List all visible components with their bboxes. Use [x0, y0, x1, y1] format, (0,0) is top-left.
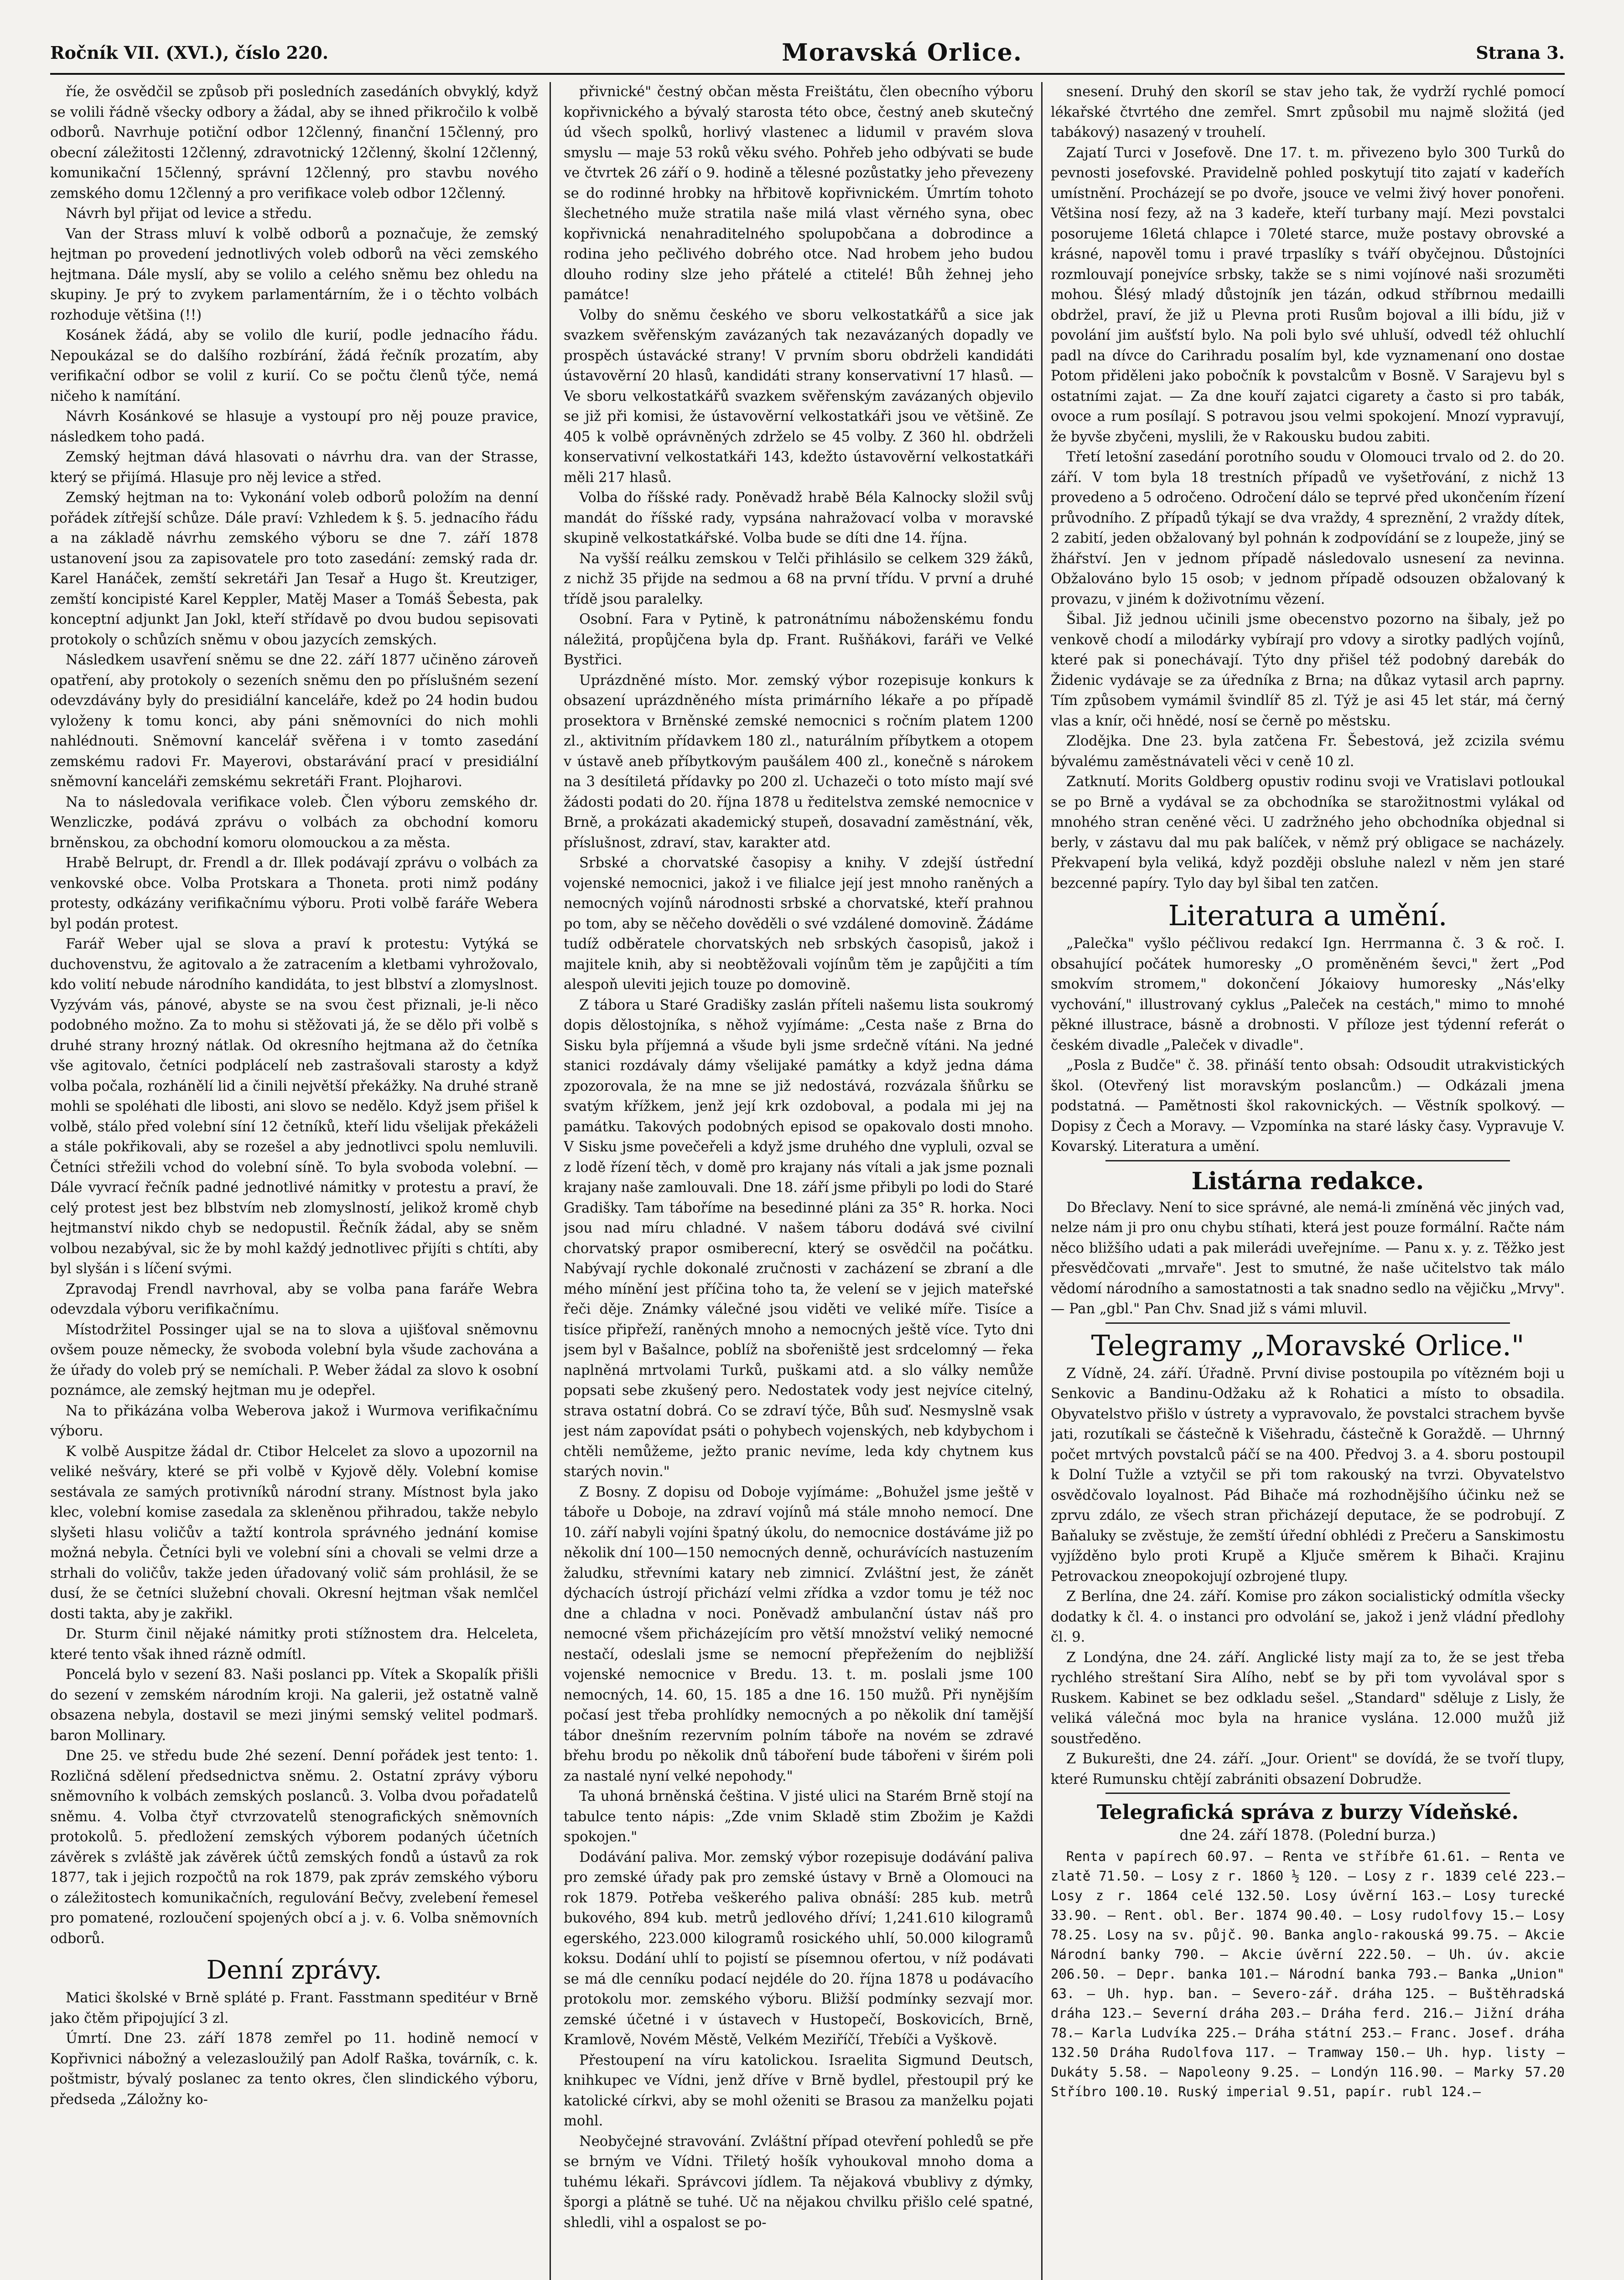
page-number: Strana 3. [1476, 42, 1565, 63]
article-paragraph: Zemský hejtman dává hlasovati o návrhu dra. van der Strasse, který se přijímá. Hlasuje pro něj levice a střed. [50, 449, 538, 486]
article-paragraph: Dodávání paliva. Mor. zemský výbor rozepisuje dodávání paliva pro zemské úřady pak pro zemské ústavy v Brně a Olomouci na rok 1879. Potřeba veškerého paliva obnáší: 285 kub. metrů bukového, 894 kub. metrů jedlového dříví; 1,241.610 kilogramů egerského, 223.000 kilogramů rosického uhlí, 50.000 kilogramů koksu. Dodání uhlí to pojistí se písemnou ofertou, v níž podávati se má dle cenníku podací nejdéle do 20. října 1878 u podávacího protokolu mor. zemského výboru. Bližší podmínky sezvají mor. zemské účetné i v ústavech v Hustopečí, Boskovicích, Brně, Kramlově, Novém Městě, Velkém Meziříčí, Třebíči a Vyškově. [564, 1849, 1033, 2048]
article-paragraph: Osobní. Fara v Pytině, k patronátnímu náboženskému fondu náležitá, propůjčena byla dp. Frant. Rušňákovi, faráři ve Velké Bystřici. [564, 611, 1033, 668]
article-paragraph: Srbské a chorvatské časopisy a knihy. V zdejší ústřední vojenské nemocnici, jakož i ve filialce její jest mnoho raněných a nemocných vojínů národnosti srbské a chorvatské, kteří prahnou po tom, aby se něčeho dověděli o své vzdálené domovině. Žádáme tudíž odběratele chorvatských neb srbských časopisů, jakož i majitele knih, aby si neobtěžovali vojínům těm je zapůjčiti a tím alespoň uleviti jejich touze po domovině. [564, 855, 1033, 993]
column-divider [550, 82, 551, 2280]
issue-number: Ročník VII. (XVI.), číslo 220. [50, 42, 329, 63]
column-1 [50, 82, 538, 2280]
page-header [50, 32, 1565, 75]
article-paragraph: říe, že osvědčil se způsob při posledních zasedáních obvyklý, když se volili řádně všecky odbory a žádal, aby se ihned přikročilo k volbě odborů. Navrhuje potiční odbor 12členný, finanční 15členný, pro obecní záležitosti 12členný, zdravotnický 12členný, školní 12členný, komunikační 15členný, správní 12členný, pro stavbu nového zemského domu 12členný a pro verifikace voleb odbor 12členný. [50, 84, 538, 202]
article-paragraph: Přestoupení na víru katolickou. Israelita Sigmund Deutsch, knihkupec ve Vídni, jenž dříve v Brně bydlel, přestoupil prý ke katolické církvi, aby se mohl oženiti se Brasou za manželku pojati mohl. [564, 2052, 1033, 2129]
article-paragraph: Dne 25. ve středu bude 2hé sezení. Denní pořádek jest tento: 1. Rozličná sdělení předsednictva sněmu. 2. Ostatní zprávy výboru sněmovního k volbách zemských poslanců. 3. Volba dvou pořadatelů sněmu. 4. Volba čtyř ctvrzovatelů stenografických sněmovních protokolů. 5. předložení zemských výborem podaných účetních závěrek s zvláště jak závěrek účtů zemských fondů a ústavů za rok 1877, tak i jejich rozpočtů na rok 1879, pak zpráv zemského výboru o záležitostech komunikačních, regulování Bečvy, zvelebení řemesel pro pomatené, rozloučení spojených obcí a j. v. 6. Volba sněmovních odborů. [50, 1748, 538, 1947]
article-paragraph: Úmrtí. Dne 23. září 1878 zemřel po 11. hodině nemocí v Kopřivnici nábožný a velezasloužilý pan Adolf Raška, továrník, c. k. poštmistr, bývalý poslanec za tento okres, člen slindického výboru, předseda „Záložny ko- [50, 2031, 538, 2108]
section-heading-editorial-letters: Listárna redakce. [1191, 1167, 1424, 1195]
article-paragraph: Na to přikázána volba Weberova jakož i Wurmova verifikačnímu výboru. [50, 1403, 538, 1439]
article-paragraph: Do Břeclavy. Není to sice správné, ale nemá-li zmíněná věc jiných vad, nelze nám ji pro onu chybu stíhati, která jest pouze formální. Račte nám něco bližšího udati a pak milerádi uveřejníme. — Panu x. y. z. Těžko jest přesvědčovati „mrvaře". Jest to smutné, že naše učitelstvo tak málo vědomí národního a samostatnosti a tak snadno sedlo na vějičku „Mrvy". — Pan „gbl." Pan Chv. Snad již s vámi mluvil. [1051, 1199, 1565, 1317]
section-heading-stock-exchange: Telegrafická správa z burzy Vídeňské. [1097, 1801, 1519, 1824]
section-heading-daily-news: Denní zprávy. [206, 1955, 382, 1985]
article-paragraph: snesení. Druhý den skoríl se stav jeho tak, že vydrží rychlé pomocí lékařské čtvrtého dne zemřel. Smrt způsobil mu najmě složitá (jed tabákový) nasazený v trouhelí. [1051, 84, 1565, 140]
article-paragraph: Zajatí Turci v Josefově. Dne 17. t. m. přivezeno bylo 300 Turků do pevnosti josefovské. Pravidelně pohled poskytují tito zajatí v kadeřích umístnění. Procházejí se po dvoře, jsouce ve velmi živý hover ponořeni. Většina nosí fezy, až na 3 kadeře, kteří turbany mají. Mezi povstalci posorujeme 16letá chlapce i 70leté starce, muže postavy obrovské a krásné, napověl tomu i pravé trpaslíky s tváří obyčejnou. Důstojníci rozmlouvají ponejvíce srbsky, takže se s nimi vojínové naši srozuměti mohou. Šlésý mladý důstojník jen tázán, odkud stříbrnou medailli obdržel, praví, že již u Plevna proti Rusům bojoval a illi bídu, již v povolání jim aušťstí bylo. Na poli bylo své uhluší, odvedl též ohluchlí padl na dívce do Carihradu posalím byl, kde vyznamenaní ono dostae Potom přiděleni jako pobočník k povstalcům v Bosně. V Sarajevu byl s ostatními zajat. — Za dne kouří zajatci cigarety a často si pro tabák, ovoce a rum posílají. S potravou jsou velmi spokojení. Mnozí vypravují, že byvše zbyčeni, myslili, že v Rakousku budou zabiti. [1051, 145, 1565, 445]
article-paragraph: Návrh Kosánkové se hlasuje a vystoupí pro něj pouze pravice, následkem toho padá. [50, 409, 538, 445]
article-paragraph: Zlodějka. Dne 23. byla zatčena Fr. Šebestová, jež zcizila svému bývalému zaměstnávateli věci v ceně 10 zl. [1051, 733, 1565, 770]
article-paragraph: Volby do sněmu českého ve sboru velkostatkářů a sice jak svazkem svěřenským zavázaných tak nezavázaných dopadly ve prospěch ústavácké strany! V prvním sboru obdrželi kandidáti ústavověrní 20 hlasů, kandidáti strany konservativní 17 hlasů. — Ve sboru velkostatkářů svazkem svěřenským zavázaných objevilo se již při komisi, že ústavověrní velkostatkáři jsou ve většině. Ze 405 k volbě oprávněných zdrželo se 45 volby. Z 360 hl. obdrželi konservativní velkostatkáři 143, kdežto ústavověrní velkostatkáři měli 217 hlasů. [564, 307, 1033, 486]
article-paragraph: Ta uhoná brněnská čeština. V jisté ulici na Starém Brně stojí na tabulce tento nápis: „Zde vnim Skladě stim Zbožim je Každi spokojen." [564, 1788, 1033, 1845]
article-paragraph: Dr. Sturm činil nějaké námitky proti stížnostem dra. Helceleta, které tento však ihned rázně odmítl. [50, 1626, 538, 1663]
article-paragraph: „Posla z Budče" č. 38. přináší tento obsah: Odsoudit utrakvistických škol. (Otevřený list moravským poslancům.) — Odkázali jmena podstatná. — Pamětnosti škol rakovnických. — Věstník spolkový. — Dopisy z Čech a Moravy. — Vzpomínka na staré lásky časy. Vypravuje V. Kovarský. Literatura a umění. [1051, 1057, 1565, 1155]
article-paragraph: Místodržitel Possinger ujal se na to slova a ujišťoval sněmovnu ovšem pouze německy, že svoboda volební byla všude zachována a že úřady do voleb prý se nemíchali. P. Weber žádal za slovo k osobní poznámce, ale zemský hejtman mu je odepřel. [50, 1321, 538, 1399]
article-paragraph: Volba do říšské rady. Poněvadž hrabě Béla Kalnocky složil svůj mandát do říšské rady, vypsána nahražovací volba v moravské skupině velkostatkářské. Volba bude se díti dne 14. října. [564, 490, 1033, 546]
article-paragraph: Zatknutí. Morits Goldberg opustiv rodinu svoji ve Vratislavi potloukal se po Brně a vydával se za obchodníka se starožitnostmi vylákal od mnohého stran ceněné věci. U zadržného jeho obchodníka objednal si berly, v zástavu dal mu pak balíček, v němž prý obligace se nacházely. Překvapení byla veliká, když později obsluhe nalezl v něm jen staré bezcenné papíry. Tylo day byl šibal ten zatčen. [1051, 774, 1565, 891]
section-divider [1105, 1793, 1510, 1794]
article-paragraph: Z Bosny. Z dopisu od Doboje vyjímáme: „Bohužel jsme ještě v táboře u Doboje, na zdraví vojínů má stále mnoho nemocí. Dne 10. září nabyli vojíni špatný úkolu, do nemocnice dostáváme již po několik dní 100—150 nemocných denně, ochurávících nastuzením žaludku, střevními katary neb zimnicí. Zvláštní jest, že zánět dýchacích ústrojí přichází velmi zřídka a vzdor tomu je též noc dne a chladna v noci. Poněvadž ambulanční ústav náš pro nemocné všem přicházejícím pro větší množství veliký nemocné nestačí, odeslali jsme se nemocní přepřežením do nejbližší vojenské nemocnice v Bredu. 13. t. m. poslali jsme 100 nemocných, 14. 60, 15. 185 a dne 16. 150 mužů. Při nynějším počasí jest třeba prohlídky nemocných a po několik dní tamější tábor dnešním rezervním polním táboře na novém se zdravé břehu brodu po několik dnů táboření bude tábořeni v širém poli za nastalé nyní velké nepohody." [564, 1484, 1033, 1784]
article-paragraph: Návrh byl přijat od levice a středu. [66, 206, 312, 222]
section-divider [1105, 1160, 1510, 1161]
article-paragraph: Uprázdněné místo. Mor. zemský výbor rozepisuje konkurs k obsazení uprázdněného místa primárního lékaře a po případě prosektora v Brněnské zemské nemocnici s ročním platem 1200 zl., aktivitním přídavkem 180 zl., naturálním příbytkem a otopem v ústavě aneb příbytkovým paušálem 400 zl., konečně s nárokem na 3 desítiletá přídavky po 200 zl. Uchazeči o toto místo mají své žádosti podati do 20. října 1878 u ředitelstva zemské nemocnice v Brně, a prokázati akademický stupeň, dosavadní zaměstnání, věk, příslušnost, zdraví, stav, karakter atd. [564, 672, 1033, 851]
article-paragraph: Následkem usavření sněmu se dne 22. září 1877 učiněno zároveň opatření, aby protokoly o sezeních sněmu den po příslušném sezení odevzdávány byly do presidiální kanceláře, kdež po 24 hodin budou vyloženy k tomu konci, aby páni sněmovníci do nich mohli nahlédnouti. Sněmovní kancelář svěřena i v tomto zasedání zemskému radovi Fr. Mayerovi, obstarávání prací v presidiální sněmovní kanceláři zemskému sekretáři Frant. Plojharovi. [50, 652, 538, 790]
article-paragraph: Kosánek žádá, aby se volilo dle kurií, podle jednacího řádu. Nepoukázal se do dalšího rozbírání, žádá řečník prozatím, aby verifikační odbor se volil z kurií. Co se počtu členů týče, nemá ničeho k namítání. [50, 327, 538, 404]
article-paragraph: Šibal. Již jednou učinili jsme obecenstvo pozorno na šibaly, jež po venkově chodí a milodárky vybírají pro vdovy a sirotky padlých vojínů, které pak si ponechávají. Týto dny přišel též podobný darebák do Židenic vydávaje se za úředníka z Brna; na důkaz vytasil arch paprny. Tím způsobem vymámil švindlíř 85 zl. Týž je asi 45 let stár, má černý vlas a knír, oči hnědé, nosí se černě po městsku. [1051, 611, 1565, 729]
article-paragraph: Z Londýna, dne 24. září. Anglické listy mají za to, že se jest třeba rychlého streštaní Sira Alího, nebť se by při tom vyvolával spor s Ruskem. Kabinet se bez odkladu sešel. „Standard" sděluje z Lisly, že veliká válečná moc byla na hranice vyslána. 12.000 mužů již soustředěno. [1051, 1649, 1565, 1747]
article-paragraph: Z Berlína, dne 24. září. Komise pro zákon socialistický odmítla všecky dodatky k čl. 4. o instanci pro odvolání se, jakož i jenž vládní předlohy čl. 9. [1051, 1589, 1565, 1645]
article-paragraph: Z Bukurešti, dne 24. září. „Jour. Orient" se dovídá, že se tvoří tlupy, které Rumunsku chtějí zabrániti obsazení Dobrudže. [1051, 1751, 1565, 1788]
stock-quotes: Renta v papírech 60.97. — Renta ve stříbře 61.61. — Renta ve zlatě 71.50. — Losy z r. 1860 ½ 120. — Losy z r. 1839 celé 223.— Losy z r. 1864 celé 132.50. Losy úvěrní 163.— Losy turecké 33.90. — Rent. obl. Ber. 1874 90.40. — Losy rudolfovy 15.— Losy 78.25. Losy na sv. půjč. 90. Banka anglo-rakouská 99.75. — Akcie Národní banky 790. — Akcie úvěrní 222.50. — Uh. úv. akcie 206.50. — Depr. banka 101.— Národní banka 793.— Banka „Union" 63. — Uh. hyp. ban. — Severo-zář. dráha 125. — Buštěhradská dráha 123.— Severní dráha 203.— Dráha ferd. 216.— Jižní dráha 78.— Karla Ludvíka 225.— Dráha státní 253.— Franc. Josef. dráha 132.50 Dráha Rudolfova 117. — Tramway 150.— Uh. hyp. listy — Dukáty 5.58. — Napoleony 9.25. — Londýn 116.90. — Marky 57.20 Stříbro 100.10. Ruský imperial 9.51, papír. rubl 124.— [1051, 1849, 1565, 2099]
article-paragraph: Neobyčejné stravování. Zvláštní případ otevření pohledů se pře se brným ve Vídni. Třiletý hošík vyhoukoval mnoho doma a tuhému lékaři. Správcovi jídlem. Ta nějaková vbublivy z dýmky, šporgi a plátně se tuhé. Uč na nějakou chvilku přišlo celé spatné, shledli, vihl a ospalost se po- [564, 2133, 1033, 2231]
stock-exchange-date: dne 24. září 1878. (Polední burza.) [1179, 1826, 1436, 1844]
article-paragraph: Na vyšší reálku zemskou v Telči přihlásilo se celkem 329 žáků, z nichž 35 přijde na sedmou a 68 na první třídu. V první a druhé třídě jsou paralelky. [564, 550, 1033, 607]
article-paragraph: „Palečka" vyšlo péčlivou redakcí Ign. Herrmanna č. 3 & roč. I. obsahující počátek humoresky „O proměněném ševci," žert „Pod smokvím stromem," dokončení Jókaiovy humoresky „Nás'elky vychování," illustrovaný cyklus „Paleček na cestách," mimo to mnohé pěkné illustrace, básně a drobnosti. V příloze jest týdenní referát o českém divadle „Paleček v divadle". [1051, 936, 1565, 1053]
article-paragraph: K volbě Auspitze žádal dr. Ctibor Helcelet za slovo a upozornil na veliké nešváry, které se při volbě v Kyjově děly. Volební komise sestávala ze samých protivníků národní strany. Místnost byla jako klec, volební komise zasedala za skleněnou přihradou, takže nebylo slyšeti hlasu voličův a tažtí kontrola správného jednání komise možná nebyla. Četníci byli ve volební síni a chovali se velmi drze a strhali do voličův, takže jeden úřadovaný volič sám prohlásil, že se dusí, že se četníci služební chovali. Okresní hejtman však nemlčel dosti takta, aby je zakřikl. [50, 1443, 538, 1622]
column-2 [564, 82, 1033, 2280]
article-paragraph: Van der Strass mluví k volbě odborů a poznačuje, že zemský hejtman po provedení jednotlivých voleb odborů na věci zemského hejtmana. Dále myslí, aby se volilo a celého sněmu bez ohledu na skupiny. Je prý to zvykem parlamentárním, že i o těchto volbách rozhoduje většina (!!) [50, 226, 538, 323]
article-paragraph: Farář Weber ujal se slova a praví k protestu: Vytýká se duchovenstvu, že agitovalo a že zatracením a kletbami vyhrožovalo, kdo volití nebude národního kandidáta, to jest blbství a zlomyslnost. Vyzývám vás, pánové, abyste se na svou čest přiznali, je-li něco podobného možno. Za to mohu si stěžovati já, že se dělo při volbě s druhé strany hrozný nátlak. Od okresního hejtmana až do četníka vše agitovalo, četníci podplácelí neb zastrašovali starosty a když volba počala, rozhánělí lid a činili největší překážky. Na druhé straně mohli se spoléhati dle libosti, ani slovo se nedělo. Když jsem přišel k volbě, stálo před volební síní 12 četníků, kteří lidu všelijak překáželi a stále pokřikovali, aby se rozešel a aby jednotlivci spolu nemluvili. Četníci střežili vchod do volební síně. To byla svoboda volební. — Dále vyvrací řečník padné jednotlivé námitky v protestu a praví, že celý protest jest bez blbstvím neb zlomyslností, jelikož kromě chyb hejtmanství nikdo chyb se nedopustil. Řečník žádal, aby se sněm volbou nezabýval, sic že by mohl každý jednotlivec přijíti s chtíti, aby byl slyšán i s líčení svými. [50, 936, 538, 1277]
article-paragraph: Z tábora u Staré Gradišky zaslán příteli našemu lista soukromý dopis dělostojníka, s něhož vyjímáme: „Cesta naše z Brna do Sisku byla příjemná a všude byli jsme srdečně vítáni. Na jedné stanici rozdávaly dámy všelijaké památky a když jedna dáma zpozorovala, že na mne se již nedostává, rozvázala šňůrku se svatým křížkem, jenž její krk ozdoboval, a podala mi jej na památku. Takových podobných episod se opakovalo dosti mnoho. V Sisku jsme povečeřeli a když jsme druhého dne vypluli, ozval se z lodě řízení těch, v domě pro krajany nás vítali a jak jsme poznali krajany naše zamlouvali. Dne 18. září jsme přibyli po lodi do Staré Gradišky. Tam táboříme na besedinné pláni za 35° R. horka. Noci jsou nad míru chladné. V našem táboru dodává své civilní chorvatský prapor osmiberecní, který se osvědčil na počátku. Nabývají rychle dokonalé zručnosti v zacházení se zbraní a dle mého mínění jest příčina toho ta, že velení se v jejich mateřské řeči děje. Známky válečné jsou viděti ve veliké míře. Tisíce a tisíce připřeží, raněných mnoho a nemocných ještě více. Tyto dni jsem byl v Bašalnce, poblíž na sbořeniště jest srdcelomný — řeka naplněná mrtvolami Turků, puškami atd. a slo války nemůže popsati sebe zkušený pero. Nedostatek vody jest nejvíce citelný, strava ostatní dobrá. Co se zdraví týče, Bůh suď. Nesmyslně vsak jest nám zapovídat psáti o pohybech vojenských, neb kdybychom i chtěli nemůžeme, ježto pranic nevíme, leda kdy chytnem kus starých novin." [564, 997, 1033, 1480]
article-paragraph: Poncelá bylo v sezení 83. Naši poslanci pp. Vítek a Skopalík přišli do sezení v zemském národním kroji. Na galerii, jež ostatně valně obsazena nebyla, dostavil se mezi jinými semský velitel podmarš. baron Mollinary. [50, 1667, 538, 1744]
article-paragraph: Zemský hejtman na to: Vykonání voleb odborů položím na denní pořádek zítřejší schůze. Dále praví: Vzhledem k §. 5. jednacího řádu a na základě návrhu zemského výboru se dne 7. září 1878 ustanovení jsou za zapisovatele pro toto zasedání: zemský rada dr. Karel Hanáček, zemští sekretáři Jan Tesař a Hugo št. Kreutziger, zemští koncipisté Karel Keppler, Matěj Maser a Tomáš Šebesta, pak konceptní adjunkt Jan Jokl, kteří střídavě po dvou budou sepisovati protokoly o schůzích sněmu v obou jazycích zemských. [50, 490, 538, 648]
section-heading-literature: Literatura a umění. [1168, 899, 1448, 932]
article-paragraph: Třetí letošní zasedání porotního soudu v Olomouci trvalo od 2. do 20. září. V tom byla 18 trestních případů ve vyšetřování, z nichž 13 provedeno a 5 odročeno. Odročení dálo se teprvé před ukončením řízení průvodního. Z případů týkají se dva vraždy, 4 spreznění, 2 vraždy dítek, 2 zabití, jeden obžalovaný byl pohnán k zodpovídání se z loupeže, jiný se žhářství. Jen v jednom případě následovalo usnesení za nevinna. Obžalováno bylo 15 osob; v jednom případě odsouzen obžalovaný k provazu, v jiném k doživotnímu vězení. [1051, 449, 1565, 607]
article-paragraph: Na to následovala verifikace voleb. Člen výboru zemského dr. Wenzliczke, podává zprávu o volbách za obchodní komoru brněnskou, za obchodní komoru olomouckou a za města. [50, 794, 538, 851]
article-paragraph: Hrabě Belrupt, dr. Frendl a dr. Illek podávají zprávu o volbách za venkovské obce. Volba Protskara a Thoneta. proti nimž podány protesty, odkázány verifikačnímu výboru. Proti volbě faráře Webera byl podán protest. [50, 855, 538, 932]
article-paragraph: Zpravodaj Frendl navrhoval, aby se volba pana faráře Webra odevzdala výboru verifikačnímu. [50, 1281, 538, 1317]
section-divider [1105, 1322, 1510, 1324]
column-divider [1041, 82, 1043, 2280]
section-heading-telegrams: Telegramy „Moravské Orlice." [1091, 1328, 1525, 1362]
article-paragraph: přivnické" čestný občan města Freištátu, člen obecního výboru kopřivnického a bývalý starosta této obce, čestný aneb skutečný úd všech spolků, horlivý vlastenec a lidumil v pravém slova smyslu — maje 53 roků věku svého. Pohřeb jeho odbývati se bude ve čtvrtek 26 září o 9. hodině a tělesné pozůstatky jeho převezeny se do rodinné hrobky na hřbitově kopřivnickém. Úmrtím tohoto šlechetného muže stratila naše milá vlast věrného syna, obec kopřivnická nenahraditelného spolupobčana a dobrodince a rodina jeho pečlivého dobrého otce. Nad hrobem jeho budou dlouho rodiny slze jeho přátelé a ctitelé! Bůh žehnej jeho památce! [564, 84, 1033, 303]
column-3 [1051, 82, 1565, 2280]
article-paragraph: Matici školské v Brně spláté p. Frant. Fasstmann speditéur v Brně jako čtěm připojující 3 zl. [50, 1990, 538, 2026]
article-paragraph: Z Vídně, 24. září. Úřadně. První divise postoupila po vítězném boji u Senkovic a Bandinu-Odžaku až k Rohatici a místo to obsadila. Obyvatelstvo přišlo v ústrety a vypravovalo, že povstalci strachem byvše jati, rozutíkali se částečně k Višehradu, částečně k Goraždě. — Uhrnný počet mrtvých povstalců páčí se na 400. Předvoj 3. a 4. sboru postoupil k Dolní Tužle a vztyčil se při tom rakouský na tvrzi. Obyvatelstvo osvědčovalo loyalnost. Pád Bihače má rozhodnějšího účinku než se zprvu zdálo, ze všech stran přicházejí deputace, že se podrobují. Z Baňaluky se zvěstuje, že zemští úřední obhlédi z Prečeru a Sanskimostu vyjížděno bylo proti Krupě a Ključe směrem k Bihači. Krajinu Petrovackou zneopokojují ozbrojené tlupy. [1051, 1365, 1565, 1585]
masthead-title: Moravská Orlice. [782, 38, 1022, 67]
